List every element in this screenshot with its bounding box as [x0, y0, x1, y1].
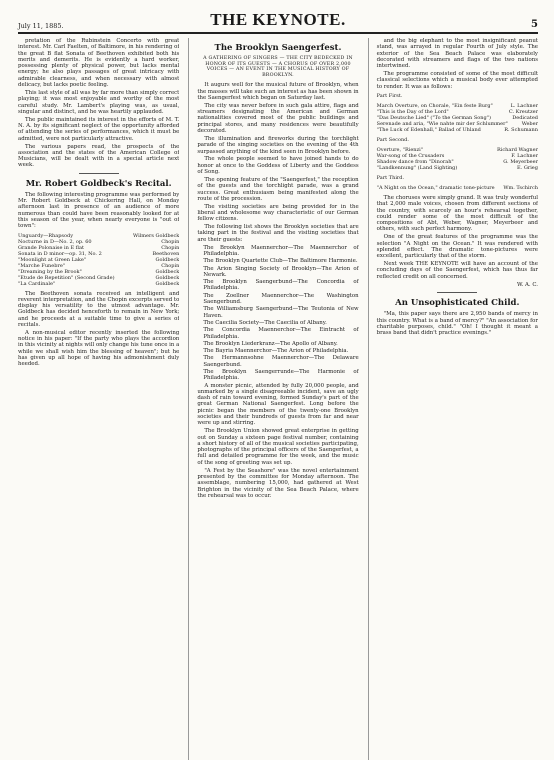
goldbeck-programme-list — [18, 233, 179, 287]
goldbeck-programme-composer: Chopin — [161, 244, 180, 251]
article-paragraph: This last style of all was by far more than simply correct playing; it was most enjoyable and worthy of the most careful study. Mr. Lambert's playing was, as usual, singular and distinct, and he was heartily applauded. — [18, 89, 180, 115]
goldbeck-programme-item: Nocturne in D—No. 2, op. 60 — [18, 238, 92, 245]
festival-program-item: "The Luck of Edenhall," Ballad of Uhland — [376, 126, 481, 133]
goldbeck-paragraph: A non-musical editor recently inserted the following notice in his paper: "If the party who plays the accordion in this vicinity at nights will only change his tune once in a while we shall wish him the blessing of heaven"; but he has given up all hope of having his admonishment duly heeded. — [18, 329, 180, 368]
article-paragraph: The various papers read, the prospects of the association and the states of the American College of Musicians, will be dealt with in a special article next week. — [18, 143, 180, 169]
article-paragraph: The public maintained its interest in the efforts of M. T. N. A. by its significant neglect of the opportunity afforded of attending the series of performances, which it must be admitted, were not particularly attractive. — [18, 116, 180, 142]
saengerfest-paragraph: and the big elephant to the most insignificant peanut stand, was arrayed in regular Fourth of July style. The exterior of the Sea Beach Palace was elaborately decorated with streamers and flags of the two nations intertwined. — [376, 38, 538, 70]
goldbeck-programme-item: Sonata in D minor—op. 31, No. 2 — [18, 250, 102, 257]
festival-program-list — [377, 103, 538, 133]
festival-program-composer: G. Meyerbeer — [503, 158, 538, 165]
child-paragraph: "Ma, this paper says there are 2,950 bands of mercy in this country. What is a band of mercy?" "An association for charitable purposes, child." "Oh! I thought it meant a brass band that didn't practice evenings." — [376, 311, 538, 337]
festival-program-item: March Overture, on Chorale, "Ein feste Burg" — [376, 102, 493, 109]
goldbeck-programme-composer: Wilmers Goldbeck — [133, 232, 180, 239]
saengerfest-paragraph: The choruses were simply grand. It was truly wonderful that 2,000 male voices, chosen from different sections of the country, with scarcely an hour's rehearsal together, could render some of the most difficult of the compositions of Abt, Weber, Wagner, Meyerbeer and others, with such perfect harmony. — [376, 194, 538, 233]
goldbeck-programme-item: "La Cardinale" — [18, 280, 56, 287]
festival-program-item: Shadow dance from "Dinorah" — [376, 158, 454, 165]
festival-program-item: "This is the Day of the Lord" — [376, 108, 449, 115]
society-entry: The Zoellner Maennerchor—The Washington Saengerbund. — [203, 292, 359, 306]
goldbeck-programme-composer: Goldbeck — [155, 256, 180, 263]
society-entry: The Brooklyn Saengerrunde—The Harmonie of Philadelphia. — [203, 369, 359, 382]
goldbeck-programme-item: "Moonlight at Green Lake" — [18, 256, 87, 263]
saengerfest-paragraph: It augurs well for the musical future of Brooklyn, when the masses will take such an interest as has been shown in the Saengerfest which began on Saturday last. — [197, 82, 359, 101]
saengerfest-paragraph: The Brooklyn Union showed great enterprise in getting out on Sunday a sixteen page festival number, containing a short history of all of the musical societies participating, photographs of the principal officers of the Saengerfest, a full and detailed programme for the week, and the music of the song of greeting was set up. — [197, 428, 359, 466]
festival-program-item: "A Night on the Ocean," dramatic tone-picture — [376, 184, 495, 191]
festival-program-list — [377, 147, 538, 171]
festival-program-composer: Wm. Tschirch — [503, 184, 538, 191]
saengerfest-paragraph: "A Fest by the Seashore" was the novel entertainment presented by the committee for Monday afternoon. The assemblage, numbering 15,000, had gathered at West Brighton in the vicinity of the Sea Beach Palace, where the rehearsal was to occur. — [197, 467, 359, 499]
festival-program-composer: R. Schumann — [504, 126, 538, 133]
goldbeck-programme-composer: Goldbeck — [155, 274, 180, 281]
festival-program-row — [377, 127, 538, 133]
festival-program-composer: Dedicated — [512, 114, 538, 121]
festival-program-composer: C. Kreutzer — [508, 108, 538, 115]
festival-program-composer: E. Grieg — [517, 164, 538, 171]
saengerfest-paragraph: One of the great features of the programme was the selection "A Night on the Ocean." It was rendered with splendid effect. The dramatic tone-pictures were excellent, particularly that of the storm. — [376, 234, 538, 260]
goldbeck-programme-composer: Goldbeck — [155, 268, 180, 275]
goldbeck-programme-composer: Beethoven — [152, 250, 180, 257]
saengerfest-paragraph: The visiting societies are being provided for in the liberal and wholesome way characteristic of our German fellow citizens. — [197, 203, 359, 223]
society-entry: The Concordia Maennerchor—The Eintracht of Philadelphia. — [203, 327, 359, 340]
column-1 — [18, 38, 179, 760]
festival-program-item: Overture, "Rienzi" — [376, 146, 424, 153]
goldbeck-paragraph: The following interesting programme was performed by Mr. Robert Goldbeck at Chickering Hall, on Monday afternoon last in presence of an audience of more numerous than could have been reasonably looked for at this season of the year, when nearly everyone is "out of town": — [18, 191, 180, 230]
child-heading: An Unsophisticated Child. — [395, 298, 520, 309]
saengerfest-paragraph: The opening feature of the "Saengerfest," the reception of the guests and the torchlight parade, was a grand success. Great enthusiasm being manifested along the route of the procession. — [197, 176, 359, 202]
program-part-label: Part Third. — [376, 174, 405, 181]
goldbeck-programme-composer: Chopin — [161, 262, 180, 269]
program-part-label: Part Second. — [376, 136, 409, 143]
society-entry: The Williamsburg Saengerbund—The Teutonia of New Haven. — [203, 306, 359, 319]
goldbeck-heading: Mr. Robert Goldbeck's Recital. — [25, 178, 172, 189]
festival-program-row — [377, 165, 538, 171]
author-signature: W. A. C. — [516, 282, 538, 289]
festival-program-item: Serenade and aria, "Wie nahte mir der Schlummer" — [376, 120, 508, 127]
newspaper-title: THE KEYNOTE. — [210, 10, 346, 29]
society-entry: The Arion Singing Society of Brooklyn—The Arion of Newark. — [203, 265, 359, 278]
festival-program-composer: Richard Wagner — [496, 146, 538, 153]
saengerfest-paragraph: The following list shows the Brooklyn societies that are taking part in the festival and the visiting societies that are their guests: — [197, 224, 359, 243]
goldbeck-programme-composer: Goldbeck — [155, 280, 180, 287]
saengerfest-paragraph: Next week THE KEYNOTE will have an account of the concluding days of the Saengerfest, which has thus far reflected credit on all concerned. — [376, 261, 538, 280]
festival-program-item: "Landkennung" (Land Sighting) — [376, 164, 458, 171]
saengerfest-paragraph: The whole people seemed to have joined hands to do honor at once to the Goddess of Liberty and the Goddess of Song. — [197, 156, 359, 176]
goldbeck-programme-item: "Marche Funebre" — [18, 262, 66, 269]
goldbeck-paragraph: The Beethoven sonata received an intelligent and reverent interpretation, and the Chopin excerpts served to display his versatility to the utmost advantage. Mr. Goldbeck has decided henceforth to remain in New York; and he proceeds at a suitable time to give a series of recitals. — [18, 290, 180, 328]
saengerfest-paragraph: A monster picnic, attended by fully 20,000 people, and unmarked by a single disagreeable incident, save an ugly dash of rain toward evening, formed Sunday's part of the great German National Saengerfest. Long before the picnic began the members of the twenty-one Brooklyn societies and their hundreds of guests from far and near were up and stirring. — [197, 382, 359, 427]
festival-program-item: "Das Deutsche Lied" ("To the German Song") — [376, 114, 491, 121]
saengerfest-subheading: A GATHERING OF SINGERS — THE CITY BEDECKED IN HONOR OF ITS GUESTS — A CHORUS OF OVER 2,000 VOICES — AN EVENT IN THE MUSICAL HISTORY OF BROOKLYN. — [203, 56, 353, 78]
column-3 — [368, 38, 538, 760]
divider-rule — [79, 173, 119, 174]
article-paragraph: pretation of the Rubinstein Concerto with great interest. Mr. Carl Faelten, of Baltimore, in his rendering of the great B flat Sonata of Beethoven exhibited both his merits and demerits. He is evidently a hard worker, possessing plenty of physical power, but lacks mental energy; he also plays passages of great intricacy with admirable clearness, and when necessary with almost delicacy, but lacks poetic feeling. — [18, 38, 180, 89]
goldbeck-programme-item: Unguardy—Rhapsody — [18, 232, 74, 239]
societies-list — [197, 245, 358, 382]
saengerfest-paragraph: The illumination and fireworks during the torchlight parade of the singing societies on the evening of the 4th surpassed anything of the kind seen in Brooklyn before. — [197, 135, 359, 155]
saengerfest-paragraph: The city was never before in such gala attire, flags and streamers designating the American and German nationalities covered most of the public buildings and principal stores, and many residences were beautifully decorated. — [197, 102, 359, 135]
society-entry: The Brooklyn Maennerchor—The Maennerchor of Philadelphia. — [203, 244, 359, 257]
society-entry: The Brooklyn Quartette Club—The Baltimore Harmonie. — [203, 258, 358, 265]
saengerfest-heading: The Brooklyn Saengerfest. — [214, 43, 342, 53]
divider-rule — [437, 292, 477, 293]
society-entry: The Brooklyn Saengerbund—The Concordia of Philadelphia. — [203, 279, 359, 292]
goldbeck-programme-item: Grande Polonaise in E flat — [18, 244, 85, 251]
festival-program-list — [377, 185, 538, 191]
goldbeck-programme-composer: Chopin — [161, 238, 180, 245]
society-entry: The Brooklyn Liederkranz—The Apollo of Albany. — [203, 340, 338, 347]
goldbeck-programme-row — [18, 281, 179, 287]
issue-date: July 11, 1885. — [18, 22, 64, 30]
society-entry: The Bayria Maennerchor—The Arion of Philadelphia. — [203, 348, 349, 355]
program-part-label: Part First. — [376, 92, 403, 99]
festival-program-composer: F. Lachner — [511, 152, 538, 159]
society-entry: The Caecilia Society—The Caecilia of Albany. — [203, 319, 327, 326]
goldbeck-programme-item: "Dreaming by the Brook" — [18, 268, 82, 275]
saengerfest-paragraph: The programme consisted of some of the most difficult classical selections which a musical body ever attempted to render. It was as follows: — [376, 71, 538, 90]
column-2 — [188, 38, 358, 760]
columns — [18, 38, 538, 760]
goldbeck-programme-item: "Etude de Repetition" (Second Grade) — [18, 274, 115, 281]
festival-program-row — [377, 185, 538, 191]
festival-program-item: War-song of the Crusaders — [376, 152, 445, 159]
festival-program-composer: Weber — [521, 120, 538, 127]
masthead — [18, 10, 538, 34]
page-number: 5 — [531, 19, 538, 30]
society-entry: The Hermannsohne Maennerchor—The Delaware Saengerbund. — [203, 355, 359, 368]
festival-program-composer: L. Lachner — [510, 102, 538, 109]
